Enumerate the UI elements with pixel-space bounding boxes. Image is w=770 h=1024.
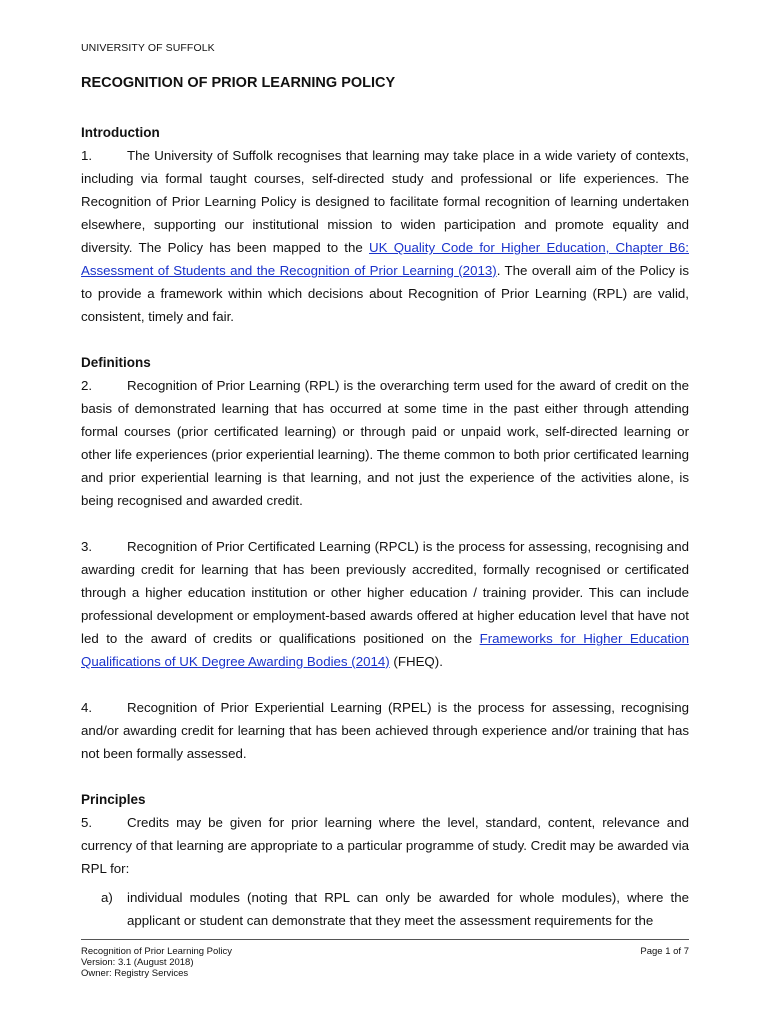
list-item-text: individual modules (noting that RPL can only be awarded for whole modules), where the applicant or student can demonstrate that they meet the assessment requirements for the — [127, 890, 689, 928]
footer-divider — [81, 939, 689, 940]
paragraph-number: 1. — [81, 148, 93, 163]
quality-code-link[interactable]: UK Quality Code for Higher Education, Chapter B6: Assessment of Students and the Recognition of Prior Learning (2013) — [81, 240, 689, 278]
paragraph-text: Recognition of Prior Experiential Learning (RPEL) is the process for assessing, recognising and/or awarding credit for learning that has been achieved through experience and/or training that has not been formally assessed. — [81, 700, 689, 761]
paragraph-number: 5. — [81, 815, 93, 830]
section-heading-definitions: Definitions — [81, 355, 151, 370]
document-body — [81, 121, 689, 932]
section-heading-principles: Principles — [81, 792, 146, 807]
paragraph-text: The University of Suffolk recognises that learning may take place in a wide variety of contexts, including via formal taught courses, self-directed study and professional or life experiences. The Recognition of Prior Learning Policy is designed to facilitate formal recognition of learning undertaken elsewhere, supporting our institutional mission to widen participation and promote equality and diversity. The Policy has been mapped to the — [81, 148, 689, 255]
paragraph-5 — [81, 811, 689, 880]
paragraph-text: Recognition of Prior Learning (RPL) is the overarching term used for the award of credit on the basis of demonstrated learning that has occurred at some time in the past either through attending formal courses (prior certificated learning) or through paid or unpaid work, self-directed learning or other life experiences (prior experiential learning). The theme common to both prior certificated learning and prior experiential learning is that learning, and not just the experience of the activities alone, is being recognised and awarded credit. — [81, 378, 689, 508]
fheq-frameworks-link[interactable]: Frameworks for Higher Education Qualifications of UK Degree Awarding Bodies (2014) — [81, 631, 689, 669]
paragraph-text: Recognition of Prior Certificated Learning (RPCL) is the process for assessing, recognising and awarding credit for learning that has been previously accredited, formally recognised or certificated through a higher education institution or other higher education / training provider. This can include professional development or employment-based awards offered at higher education level that have not led to the award of credits or qualifications positioned on the — [81, 539, 689, 646]
list-item-label: a) — [101, 890, 113, 905]
footer-doc-name: Recognition of Prior Learning Policy — [81, 946, 233, 957]
page-title: RECOGNITION OF PRIOR LEARNING POLICY — [81, 75, 396, 91]
footer-owner: Owner: Registry Services — [81, 968, 189, 979]
paragraph-number: 3. — [81, 539, 93, 554]
paragraph-text: . The overall aim of the Policy is to provide a framework within which decisions about Recognition of Prior Learning (RPL) are valid, consistent, timely and fair. — [81, 263, 689, 324]
spacer — [81, 512, 689, 535]
spacer — [81, 328, 689, 351]
paragraph-text: (FHEQ). — [389, 654, 443, 669]
paragraph-number: 2. — [81, 378, 93, 393]
footer-left — [81, 946, 232, 979]
spacer — [81, 673, 689, 696]
paragraph-2 — [81, 374, 689, 512]
spacer — [81, 765, 689, 788]
footer-version: Version: 3.1 (August 2018) — [81, 957, 194, 968]
paragraph-1 — [81, 144, 689, 328]
section-heading-introduction: Introduction — [81, 125, 160, 140]
paragraph-text: Credits may be given for prior learning where the level, standard, content, relevance and currency of that learning are appropriate to a particular programme of study. Credit may be awarded via RPL for: — [81, 815, 689, 876]
paragraph-3 — [81, 535, 689, 673]
university-header: UNIVERSITY OF SUFFOLK — [81, 42, 215, 54]
paragraph-number: 4. — [81, 700, 93, 715]
paragraph-4 — [81, 696, 689, 765]
footer-page-number: Page 1 of 7 — [640, 946, 689, 957]
list-item-a — [81, 886, 689, 932]
